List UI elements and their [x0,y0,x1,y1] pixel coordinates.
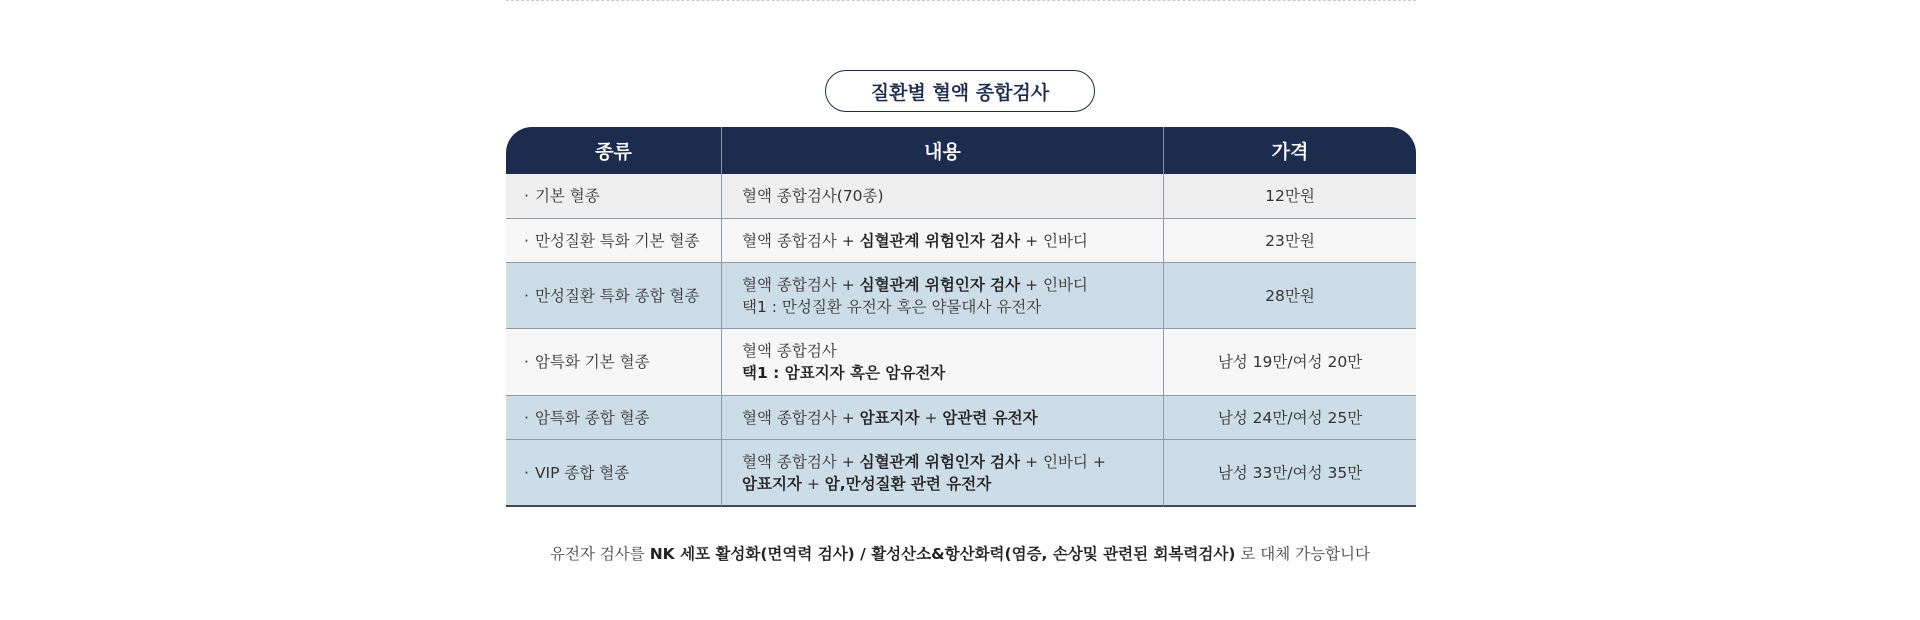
bullet: · [524,353,529,371]
text: + [801,474,825,493]
bullet: · [524,408,529,427]
table-header-row [506,127,1416,174]
row-price: 12만원 [1164,174,1416,219]
table-row [506,329,1416,396]
section-title: 질환별 혈액 종합검사 [825,70,1095,112]
bold-text: 심혈관계 위험인자 검사 [859,231,1021,250]
header-type: 종류 [506,127,722,174]
row-price: 남성 19만/여성 20만 [1164,329,1416,396]
text: 택1 : 만성질환 유전자 혹은 약물대사 유전자 [742,297,1042,316]
row-type [506,219,722,263]
row-type [506,329,722,396]
row-price: 남성 24만/여성 25만 [1164,396,1416,440]
row-price: 28만원 [1164,263,1416,329]
text: 혈액 종합검사 + [742,452,860,471]
text: + 인바디 [1020,275,1088,294]
row-content [722,219,1164,263]
row-type [506,396,722,440]
text: 로 대체 가능합니다 [1235,545,1370,563]
row-content-line1 [742,185,1143,207]
table-row [506,174,1416,219]
row-type-label: 암특화 기본 혈종 [534,353,650,371]
bold-text: 택1 : 암표지자 혹은 암유전자 [742,364,946,382]
row-content [722,174,1164,219]
row-content-line2 [742,362,1143,384]
bold-text: 암,만성질환 관련 유전자 [824,474,992,493]
bold-text: 암관련 유전자 [942,408,1038,427]
row-content [722,263,1164,329]
row-price: 23만원 [1164,219,1416,263]
row-content-line1 [742,451,1143,473]
row-type [506,440,722,507]
row-type-label: 기본 혈종 [534,187,600,205]
text: + [919,408,943,427]
row-content [722,329,1164,396]
row-content-line1 [742,230,1143,252]
row-type [506,263,722,329]
text: 혈액 종합검사(70종) [742,187,884,205]
row-type-label: VIP 종합 혈종 [534,463,630,482]
text: + 인바디 [1020,231,1088,250]
row-price: 남성 33만/여성 35만 [1164,440,1416,507]
row-content-line1 [742,274,1143,296]
text: 혈액 종합검사 + [742,408,860,427]
text: + 인바디 + [1020,452,1106,471]
header-price: 가격 [1164,127,1416,174]
text: 혈액 종합검사 [742,342,837,360]
bullet: · [524,187,529,205]
row-content [722,396,1164,440]
table-row [506,263,1416,329]
row-content-line1 [742,407,1143,429]
table-row [506,219,1416,263]
bold-text: 암표지자 [742,474,802,493]
bullet: · [524,463,529,482]
row-content-line1 [742,340,1143,362]
price-table [506,127,1416,507]
top-dashed-divider [506,0,1416,1]
bullet: · [524,286,529,305]
row-type [506,174,722,219]
row-type-label: 만성질환 특화 기본 혈종 [534,231,700,250]
row-type-label: 암특화 종합 혈종 [534,408,650,427]
bold-text: NK 세포 활성화(면역력 검사) / 활성산소&항산화력(염증, 손상및 관련된 회복력검사) [649,545,1236,563]
text: 혈액 종합검사 + [742,231,860,250]
table-row [506,440,1416,507]
header-content: 내용 [722,127,1164,174]
bold-text: 심혈관계 위험인자 검사 [859,275,1021,294]
row-content-line2 [742,473,1143,495]
footnote [0,542,1920,564]
row-content-line2 [742,296,1143,318]
bullet: · [524,231,529,250]
table-row [506,396,1416,440]
row-type-label: 만성질환 특화 종합 혈종 [534,286,700,305]
bold-text: 암표지자 [859,408,920,427]
bold-text: 심혈관계 위험인자 검사 [859,452,1021,471]
text: 유전자 검사를 [549,545,650,563]
text: 혈액 종합검사 + [742,275,860,294]
row-content [722,440,1164,507]
